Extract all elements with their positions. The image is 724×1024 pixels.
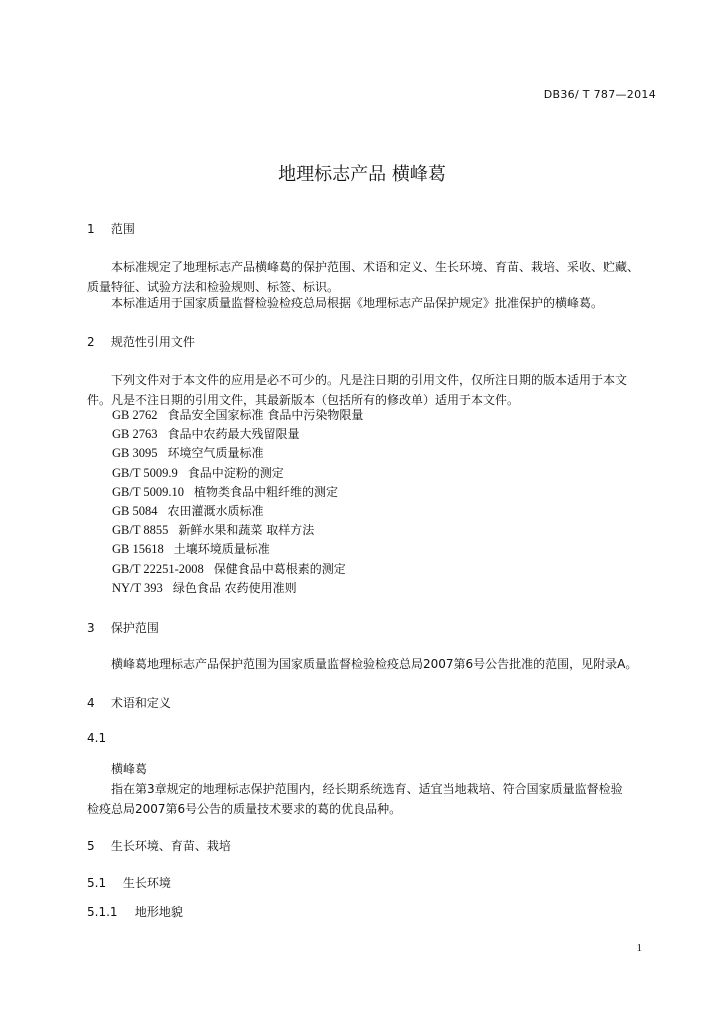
section-4-heading [87,694,171,711]
reference-code: GB/T 5009.10 [112,484,184,499]
subsection-5-1-1-heading [87,903,183,920]
reference-item [112,444,363,463]
text-line: 横峰葛 [111,762,148,776]
reference-item [112,425,363,444]
section-title: 生长环境 [122,876,171,890]
text-line: 本标准适用于国家质量监督检验检疫总局根据《地理标志产品保护规定》批准保护的横峰葛。 [111,296,604,310]
section-title: 范围 [110,222,135,236]
reference-code: GB 5084 [112,503,158,518]
text-line: 下列文件对于本文件的应用是必不可少的。凡是注日期的引用文件，仅所注日期的版本适用于本文 [111,373,628,387]
reference-name: 食品中农药最大残留限量 [167,427,300,442]
term-number: 4.1 [87,731,107,745]
text-line: 横峰葛地理标志产品保护范围为国家质量监督检验检疫总局2007第6号公告批准的范围，见附录A。 [111,657,638,671]
subsection-5-1-heading [87,874,171,891]
text-line: 件。凡是不注日期的引用文件，其最新版本（包括所有的修改单）适用于本文件。 [87,393,520,407]
section-number: 3 [87,621,95,635]
term-name [87,759,657,779]
reference-name: 植物类食品中粗纤维的测定 [194,484,339,499]
section-1-paragraph-2 [87,293,657,313]
text-line: 检疫总局2007第6号公告的质量技术要求的葛的优良品种。 [87,802,402,816]
reference-code: GB 2763 [112,427,158,442]
reference-item [112,521,363,540]
reference-item [112,483,363,502]
reference-name: 新鲜水果和蔬菜 取样方法 [178,523,315,538]
reference-code: GB 3095 [112,446,158,461]
reference-name: 绿色食品 农药使用准则 [172,580,297,595]
reference-name: 保健食品中葛根素的测定 [213,561,346,576]
reference-code: GB/T 8855 [112,523,169,538]
reference-item [112,540,363,559]
section-number: 4 [87,696,95,710]
section-number: 2 [87,335,95,349]
section-title: 生长环境、育苗、栽培 [110,839,231,853]
section-number: 5.1.1 [87,905,118,919]
reference-name: 环境空气质量标准 [167,446,264,461]
section-title: 地形地貌 [134,905,183,919]
standard-code: DB36/ T 787—2014 [543,88,656,101]
reference-item [112,502,363,521]
reference-code: GB/T 5009.9 [112,465,178,480]
section-title: 规范性引用文件 [110,335,195,349]
reference-code: GB/T 22251-2008 [112,561,204,576]
reference-item [112,406,363,425]
section-title: 保护范围 [110,621,159,635]
reference-name: 食品中淀粉的测定 [187,465,284,480]
section-number: 1 [87,222,95,236]
reference-item [112,464,363,483]
section-2-heading [87,333,195,350]
reference-item [112,579,363,598]
reference-name: 农田灌溉水质标准 [167,503,264,518]
section-1-paragraph-1 [87,257,657,297]
section-1-heading [87,220,135,237]
section-5-heading [87,837,231,854]
reference-name: 食品安全国家标准 食品中污染物限量 [167,408,364,422]
section-title: 术语和定义 [110,696,171,710]
document-title: 地理标志产品 横峰葛 [278,164,446,185]
section-number: 5 [87,839,95,853]
reference-name: 土壤环境质量标准 [173,542,270,557]
reference-code: NY/T 393 [112,580,163,595]
reference-code: GB 15618 [112,542,164,557]
text-line: 本标准规定了地理标志产品横峰葛的保护范围、术语和定义、生长环境、育苗、栽培、采收、贮藏、 [111,260,640,274]
reference-item [112,560,363,579]
section-3-heading [87,619,159,636]
section-3-paragraph-1 [87,654,657,674]
reference-list [112,406,363,598]
reference-code: GB 2762 [112,408,158,422]
section-2-paragraph-1 [87,370,657,410]
text-line: 质量特征、试验方法和检验规则、标签、标识。 [87,280,340,294]
term-definition [87,779,657,819]
page-number: 1 [636,942,642,954]
section-number: 5.1 [87,876,107,890]
text-line: 指在第3章规定的地理标志保护范围内，经长期系统选育、适宜当地栽培、符合国家质量监督检验 [111,782,623,796]
